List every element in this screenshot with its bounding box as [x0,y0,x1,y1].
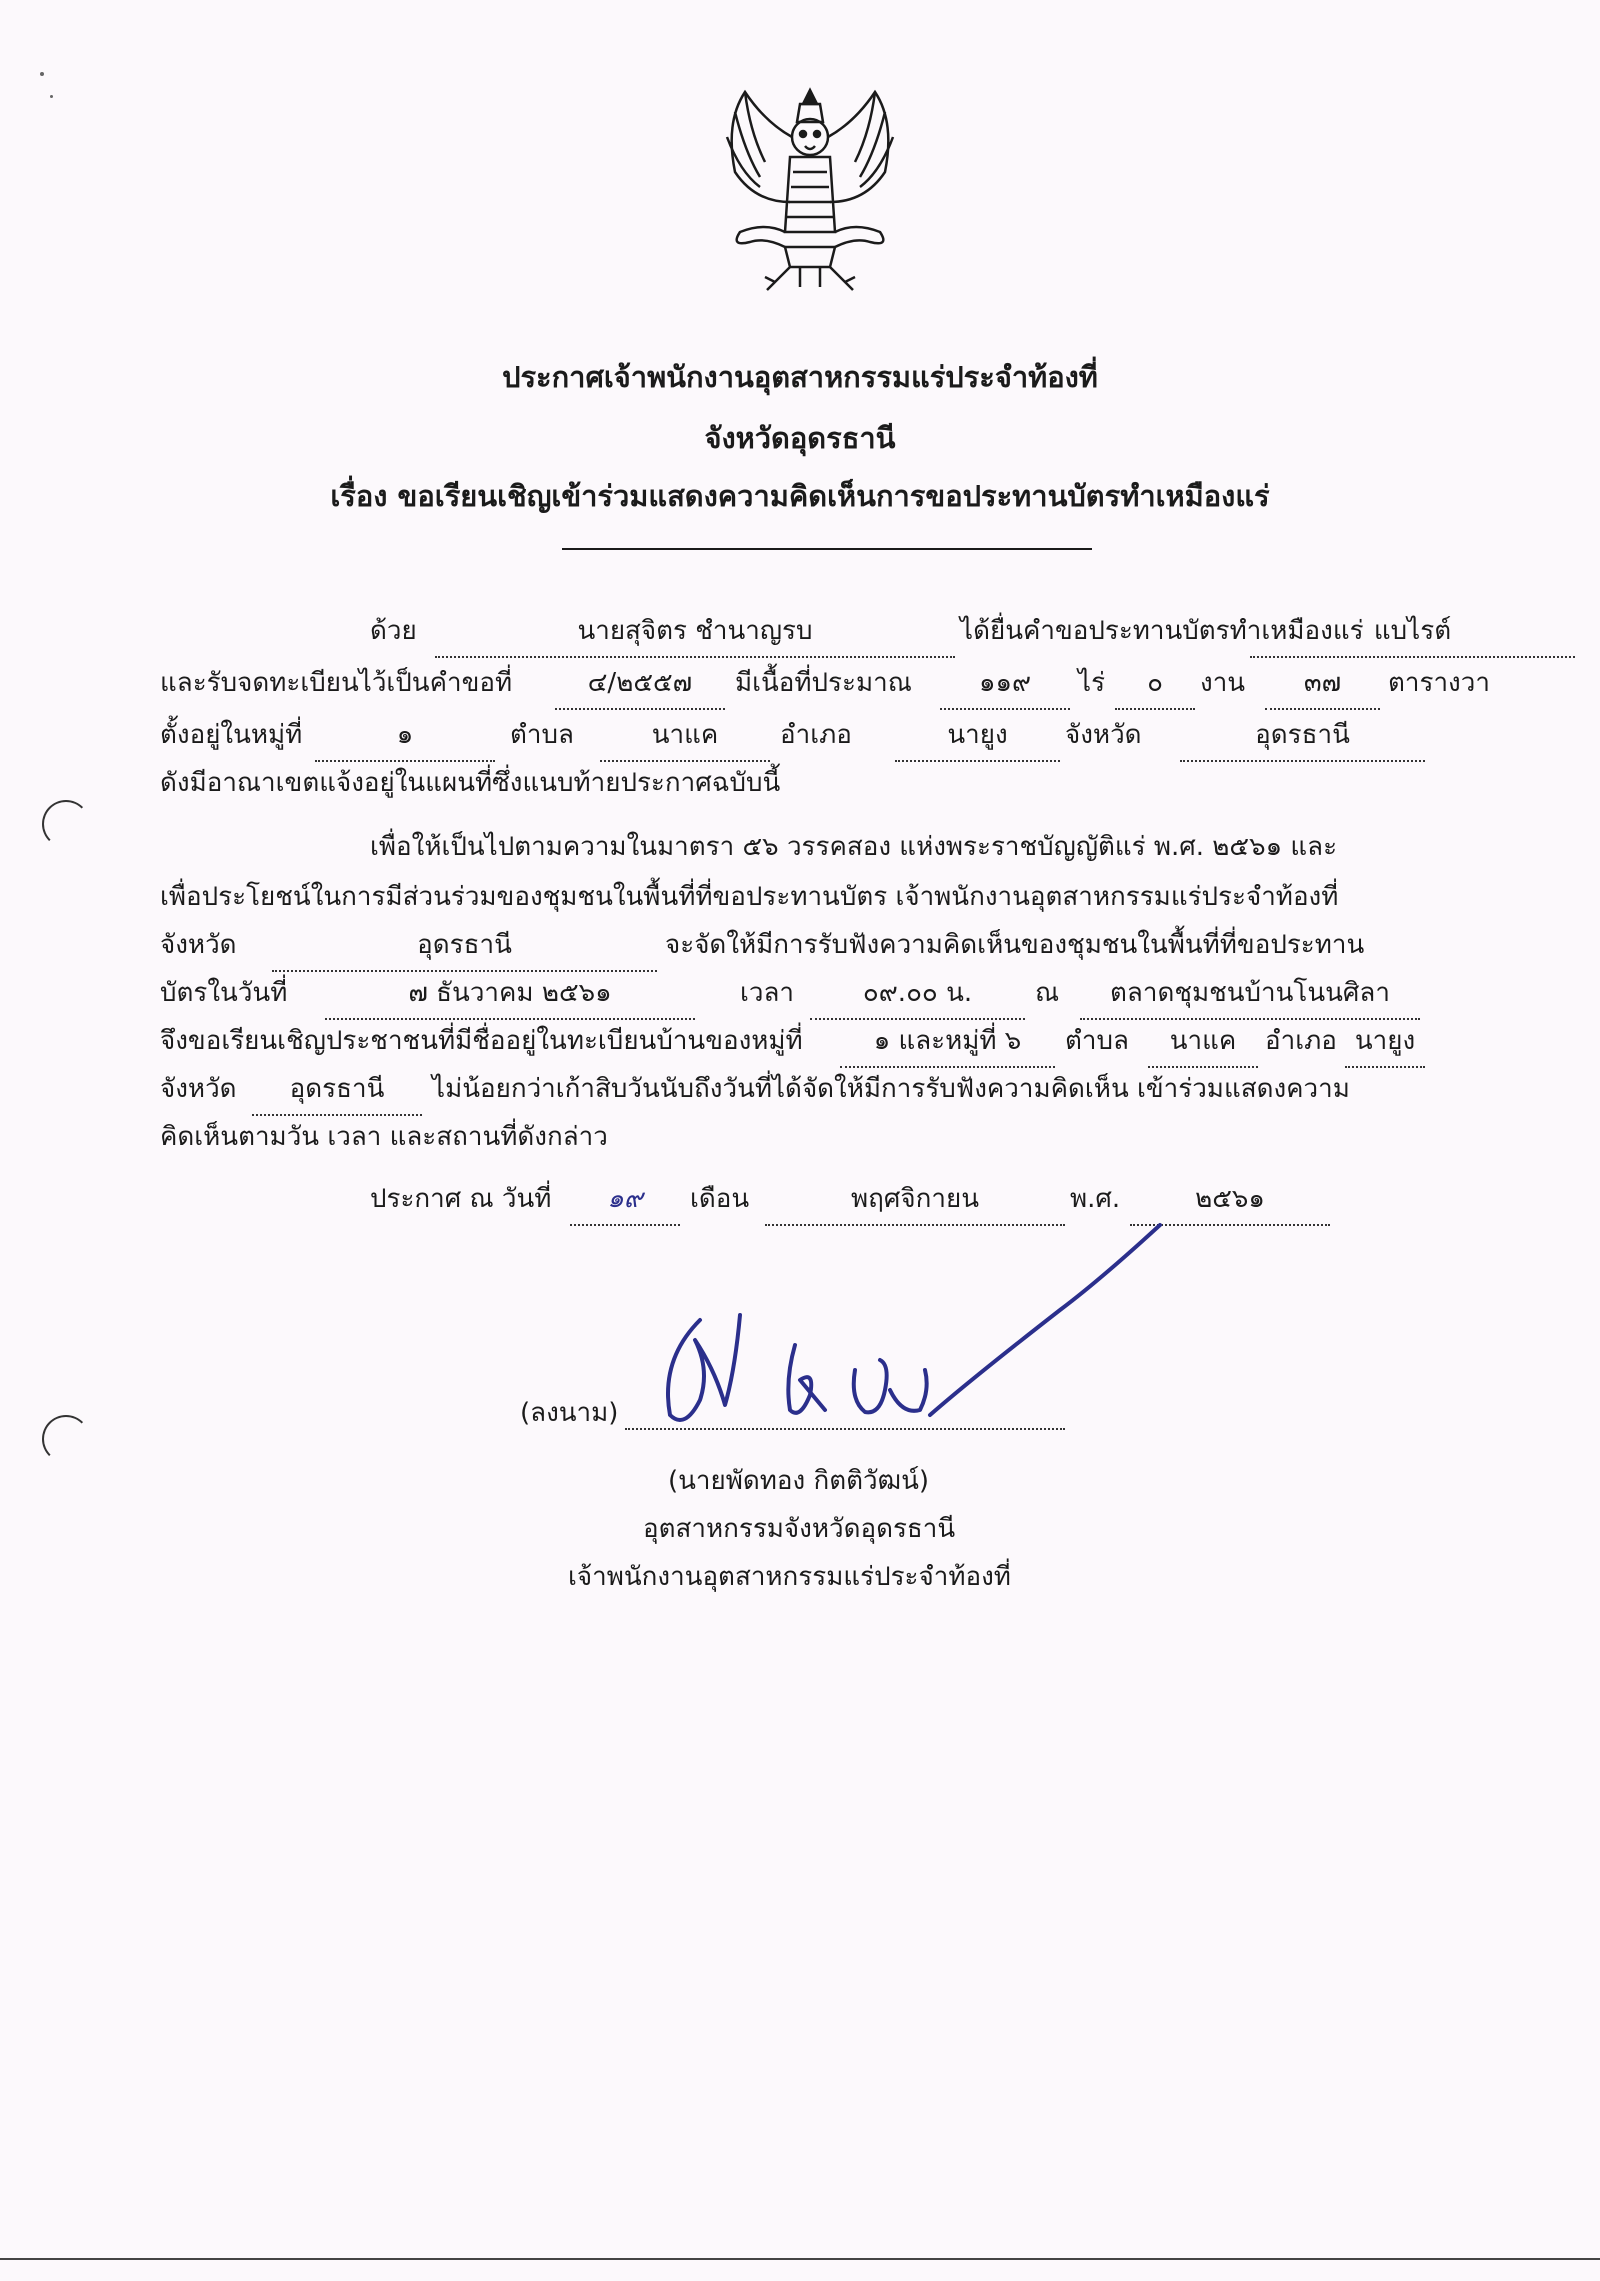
amphoe-name: นายูง [1345,1016,1425,1068]
label-request-no: และรับจดทะเบียนไว้เป็นคำขอที่ [160,668,513,698]
para2-line-7 [160,1112,1424,1162]
label-province: จังหวัด [1065,720,1142,750]
title-line-2: จังหวัดอุดรธานี [704,421,896,455]
para1-line-1 [160,606,1452,656]
signer-name: (นายพัดทอง กิตติวัฒน์) [668,1466,930,1496]
province-name: อุดรธานี [252,1064,422,1116]
garuda-emblem-icon [705,82,915,297]
law-reference: เพื่อให้เป็นไปตามความในมาตรา ๕๖ วรรคสอง แห่งพระราชบัญญัติแร่ พ.ศ. ๒๕๖๑ และ [370,832,1338,862]
tambon-name: นาแค [1148,1016,1258,1068]
announce-day: ๑๙ [570,1174,680,1226]
label-date: บัตรในวันที่ [160,978,288,1008]
label-duay: ด้วย [370,616,417,646]
label-rai: ไร่ [1078,668,1106,698]
deadline-text: ไม่น้อยกว่าเก้าสิบวันนับถึงวันที่ได้จัดให้มีการรับฟังความคิดเห็น เข้าร่วมแสดงความ [432,1074,1350,1104]
label-tambon: ตำบล [510,720,574,750]
amphoe-name: นายูง [895,710,1060,762]
signer-position-2: เจ้าพนักงานอุตสาหกรรมแร่ประจำท้องที่ [568,1562,1011,1592]
label-province: จังหวัด [160,1074,237,1104]
title-divider [562,548,1092,550]
label-time: เวลา [740,978,795,1008]
hearing-time: ๐๙.๐๐ น. [810,968,1025,1020]
label-ngan: งาน [1200,668,1246,698]
label-area: มีเนื้อที่ประมาณ [735,668,912,698]
area-rai: ๑๑๙ [940,658,1070,710]
scan-speck [40,72,44,76]
scan-edge-line [0,2258,1600,2260]
label-wa: ตารางวา [1388,668,1490,698]
moo-number: ๑ [315,710,495,762]
label-amphoe: อำเภอ [780,720,852,750]
label-applied: ได้ยื่นคำขอประทานบัตรทำเหมืองแร่ [960,616,1364,646]
announce-date-line [160,1174,1424,1224]
area-ngan: ๐ [1115,658,1195,710]
para1-line-2 [160,658,1490,708]
area-wa: ๓๗ [1265,658,1380,710]
label-moo: ตั้งอยู่ในหมู่ที่ [160,720,303,750]
para2-line-6 [160,1064,1424,1114]
para2-line-3 [160,920,1424,970]
announce-month: พฤศจิกายน [765,1174,1065,1226]
para2-line-1 [160,822,1424,872]
label-place: ณ [1035,978,1060,1008]
invited-moo: ๑ และหมู่ที่ ๖ [840,1016,1055,1068]
title-line-3: เรื่อง ขอเรียนเชิญเข้าร่วมแสดงความคิดเห็นการขอประทานบัตรทำเหมืองแร่ [330,479,1270,513]
applicant-name: นายสุจิตร ชำนาญรบ [435,606,955,658]
signer-position-1: อุตสาหกรรมจังหวัดอุดรธานี [643,1514,956,1544]
label-amphoe: อำเภอ [1265,1026,1337,1056]
para2-line-2 [160,872,1424,922]
mineral-type: แบไรต์ [1250,606,1575,658]
hearing-date: ๗ ธันวาคม ๒๕๖๑ [325,968,695,1020]
purpose-text: เพื่อประโยชน์ในการมีส่วนร่วมของชุมชนในพื้นที่ที่ขอประทานบัตร เจ้าพนักงานอุตสาหกรรมแร่ประจำท้องที่ [160,882,1339,912]
province-name: อุดรธานี [1180,710,1425,762]
title-line-1: ประกาศเจ้าพนักงานอุตสาหกรรมแร่ประจำท้องที่ [502,360,1098,394]
label-month: เดือน [690,1184,750,1214]
label-announce: ประกาศ ณ วันที่ [370,1184,552,1214]
label-tambon: ตำบล [1065,1026,1129,1056]
scan-speck [50,95,53,98]
request-number: ๔/๒๕๕๗ [555,658,725,710]
hearing-place: ตลาดชุมชนบ้านโนนศิลา [1080,968,1420,1020]
label-province: จังหวัด [160,930,237,960]
para2-line-4 [160,968,1424,1018]
para2-line-5 [160,1016,1424,1066]
hearing-text: จะจัดให้มีการรับฟังความคิดเห็นของชุมชนในพื้นที่ที่ขอประทาน [665,930,1365,960]
handwritten-signature [640,1220,1180,1440]
announce-year: ๒๕๖๑ [1130,1174,1330,1226]
province-name: อุดรธานี [272,920,657,972]
para1-line-3 [160,710,1424,760]
punch-hole-mark [42,800,90,848]
map-note: ดังมีอาณาเขตแจ้งอยู่ในแผนที่ซึ่งแนบท้ายประกาศฉบับนี้ [160,768,781,798]
invite-text: จึงขอเรียนเชิญประชาชนที่มีชื่ออยู่ในทะเบียนบ้านของหมู่ที่ [160,1026,803,1056]
sign-label: (ลงนาม) [520,1398,619,1428]
label-year: พ.ศ. [1070,1184,1121,1214]
para1-line-4 [160,758,1424,808]
closing-text: คิดเห็นตามวัน เวลา และสถานที่ดังกล่าว [160,1122,608,1152]
tambon-name: นาแค [600,710,770,762]
punch-hole-mark [42,1415,90,1463]
